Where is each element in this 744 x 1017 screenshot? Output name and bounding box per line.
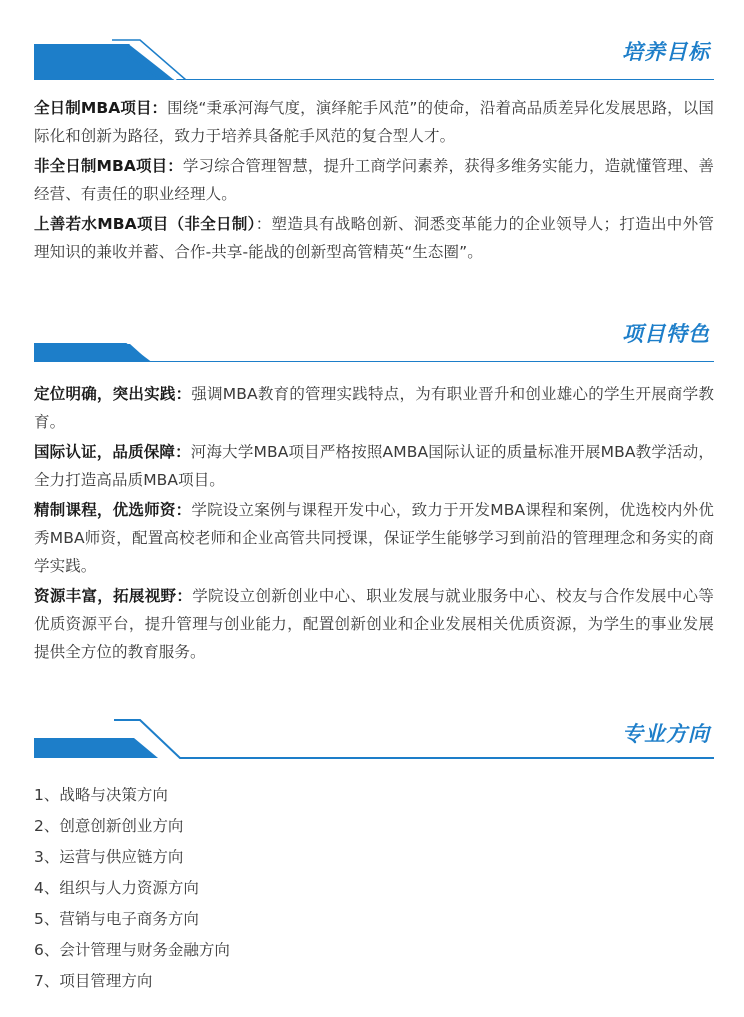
paragraph-text: 围绕“秉承河海气度，演绎舵手风范”的使命，沿着高品质差异化发展思路，以国际化和创新为路径，致力于培养具备舵手风范的复合型人才。 [34,99,714,145]
section-title: 专业方向 [622,722,710,746]
paragraph-text: 学院设立案例与课程开发中心，致力于开发MBA课程和案例，优选校内外优秀MBA师资，配置高校老师和企业高管共同授课，保证学生能够学习到前沿的管理理念和务实的商学实践。 [34,501,714,575]
section-header [0,318,744,362]
section-body [34,380,714,668]
paragraph-label: 定位明确，突出实践： [34,385,192,403]
paragraph [34,496,714,580]
paragraph [34,438,714,494]
list-item: 4、组织与人力资源方向 [34,879,199,897]
paragraph [34,380,714,436]
section-program-features [0,318,744,661]
paragraph-text: 学院设立创新创业中心、职业发展与就业服务中心、校友与合作发展中心等优质资源平台，提升管理与创业能力，配置创新创业和企业发展相关优质资源，为学生的事业发展提供全方位的教育服务。 [34,587,714,661]
paragraph [34,582,714,666]
specialization-list [34,780,714,997]
paragraph-text: 河海大学MBA项目严格按照AMBA国际认证的质量标准开展MBA教学活动，全力打造高品质MBA项目。 [34,443,714,489]
section-body [34,94,714,268]
paragraph [34,210,714,266]
paragraph-label: 非全日制MBA项目： [34,157,183,175]
section-header [0,716,744,760]
paragraph-text: 强调MBA教育的管理实践特点，为有职业晋升和创业雄心的学生开展商学教育。 [34,385,714,431]
section-training-goals [0,36,744,261]
section-specializations [0,716,744,990]
list-item: 3、运营与供应链方向 [34,848,184,866]
paragraph-label: 上善若水MBA项目（非全日制） [34,215,256,233]
list-item: 7、项目管理方向 [34,972,153,990]
paragraph-label: 资源丰富，拓展视野： [34,587,193,605]
paragraph [34,152,714,208]
section-title: 培养目标 [622,40,710,64]
paragraph-label: 国际认证，品质保障： [34,443,191,461]
paragraph-text: 学习综合管理智慧，提升工商学问素养，获得多维务实能力，造就懂管理、善经营、有责任的职业经理人。 [34,157,714,203]
list-item: 2、创意创新创业方向 [34,817,184,835]
paragraph-label: 精制课程，优选师资： [34,501,192,519]
paragraph-text: ：塑造具有战略创新、洞悉变革能力的企业领导人；打造出中外管理知识的兼收并蓄、合作-共享-能战的创新型高管精英“生态圈”。 [34,215,714,261]
paragraph [34,94,714,150]
section-title: 项目特色 [622,322,710,346]
list-item: 1、战略与决策方向 [34,786,168,804]
list-item: 5、营销与电子商务方向 [34,910,199,928]
list-item: 6、会计管理与财务金融方向 [34,941,230,959]
section-header [0,36,744,80]
paragraph-label: 全日制MBA项目： [34,99,168,117]
